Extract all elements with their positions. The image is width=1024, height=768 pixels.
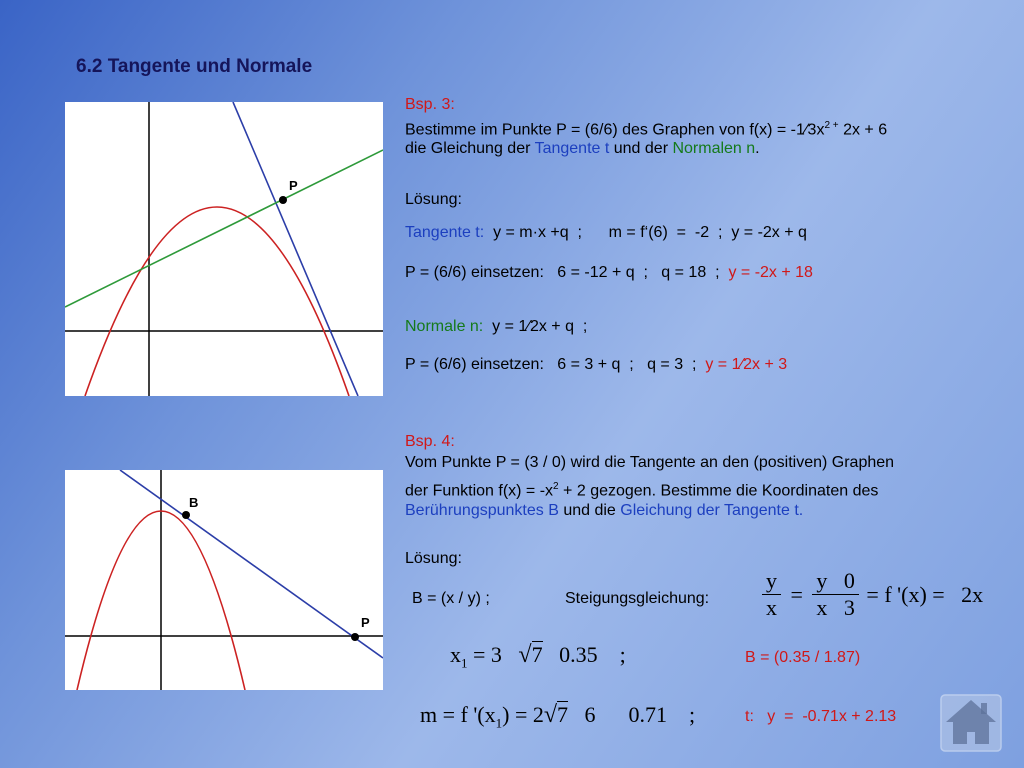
ex3-task-line2-c: . (755, 140, 760, 157)
ex3-tangent-word: Tangente t (534, 140, 610, 157)
page-title: 6.2 Tangente und Normale (76, 56, 313, 77)
point-b-marker (182, 511, 190, 519)
point-p-marker (351, 633, 359, 641)
ex3-normal-subst-text: P = (6/6) einsetzen: 6 = 3 + q ; q = 3 ; (405, 356, 706, 373)
home-icon[interactable] (940, 694, 1002, 752)
ex4-m-formula (420, 702, 695, 731)
ex4-heading: Bsp. 4: (405, 433, 455, 450)
ex4-point-b-word: Berührungspunktes B (405, 502, 559, 519)
ex3-normal-word: Normalen n (672, 140, 756, 157)
ex4-task-line3-b: und die (558, 502, 621, 519)
m-value: 6 0.71 ; (568, 702, 696, 727)
ex4-tangent-word: Gleichung der Tangente t. (620, 502, 804, 519)
ex3-normal-rest: y = 1⁄2x + q ; (483, 318, 588, 335)
sqrt-icon: √ (543, 702, 558, 728)
x1-value: 0.35 ; (542, 642, 626, 667)
ex3-task-line1 (405, 115, 887, 140)
tangent-line (233, 102, 358, 396)
ex3-task-line1-end: 2x + 6 (838, 121, 888, 139)
ex3-task-line2-b: und der (609, 140, 673, 157)
ex3-tangent-subst-text: P = (6/6) einsetzen: 6 = -12 + q ; q = 18 ; (405, 264, 729, 281)
fraction-denominator: x 3 (816, 595, 855, 620)
m-subscript: 1 (495, 715, 503, 731)
ex4-task-line2 (405, 476, 878, 501)
ex4-tangent-result: t: y = -0.71x + 2.13 (745, 708, 897, 725)
graph-example-3 (65, 102, 383, 396)
fraction-numerator: y 0 (812, 568, 859, 595)
ex3-normal-label: Normale n: (405, 318, 484, 335)
equals-sign: = (790, 581, 803, 607)
fraction-numerator: y (762, 568, 781, 595)
x1-variable: x (450, 642, 461, 667)
sqrt-radicand: 7 (531, 642, 543, 667)
ex4-slope-formula (762, 568, 983, 628)
ex4-x1-formula (450, 642, 626, 671)
ex3-normal-result: y = 1⁄2x + 3 (705, 356, 788, 373)
ex4-task-line3 (405, 500, 803, 521)
ex4-task-line2-a: der Funktion f(x) = -x (405, 482, 554, 500)
point-b-label: B (189, 495, 199, 510)
ex4-steigung-label: Steigungsgleichung: (565, 590, 710, 607)
normal-line (65, 150, 383, 307)
fraction-y-over-x (762, 568, 781, 621)
ex4-task-line1: Vom Punkte P = (3 / 0) wird die Tangente an den (positiven) Graphen (405, 454, 895, 471)
ex4-solution-label: Lösung: (405, 550, 462, 567)
ex3-normal-eq (405, 316, 587, 337)
ex3-tangent-label: Tangente t: (405, 224, 485, 241)
ex3-task-line2-a: die Gleichung der (405, 140, 535, 157)
m-formula-mid: ) = 2 (502, 702, 544, 727)
tangent-line (120, 470, 383, 658)
ex3-heading: Bsp. 3: (405, 96, 455, 113)
graph-example-4-canvas (65, 470, 383, 690)
point-p-marker (279, 196, 287, 204)
ex3-tangent-subst (405, 262, 813, 283)
parabola-curve (85, 207, 349, 396)
fraction-slope (812, 568, 859, 621)
ex3-solution-label: Lösung: (405, 191, 462, 208)
sqrt-radicand: 7 (557, 702, 569, 727)
x1-subscript: 1 (461, 655, 468, 671)
point-p-label: P (361, 615, 370, 630)
ex3-normal-subst (405, 354, 787, 375)
derivative-term: = f '(x) = 2x (866, 581, 984, 607)
ex3-tangent-result: y = -2x + 18 (728, 264, 813, 281)
ex4-b-definition: B = (x / y) ; (412, 590, 490, 607)
ex4-b-result: B = (0.35 / 1.87) (745, 649, 861, 666)
m-formula-start: m = f '(x (420, 702, 496, 727)
ex4-task-line2-sup: 2 (553, 481, 559, 492)
ex3-task-line1-sup: 2 + (824, 120, 839, 131)
point-p-label: P (289, 178, 298, 193)
ex3-tangent-rest: y = m·x +q ; m = f‘(6) = -2 ; y = -2x + q (484, 224, 807, 241)
fraction-denominator: x (766, 595, 777, 620)
ex3-task-line1-text: Bestimme im Punkte P = (6/6) des Graphen von f(x) = -1⁄3x (405, 121, 825, 139)
x1-equals: = 3 (467, 642, 519, 667)
ex3-task-line2 (405, 138, 760, 159)
ex4-task-line2-b: + 2 gezogen. Bestimme die Koordinaten des (558, 482, 879, 500)
sqrt-icon: √ (518, 642, 532, 668)
ex3-tangent-eq (405, 222, 807, 243)
